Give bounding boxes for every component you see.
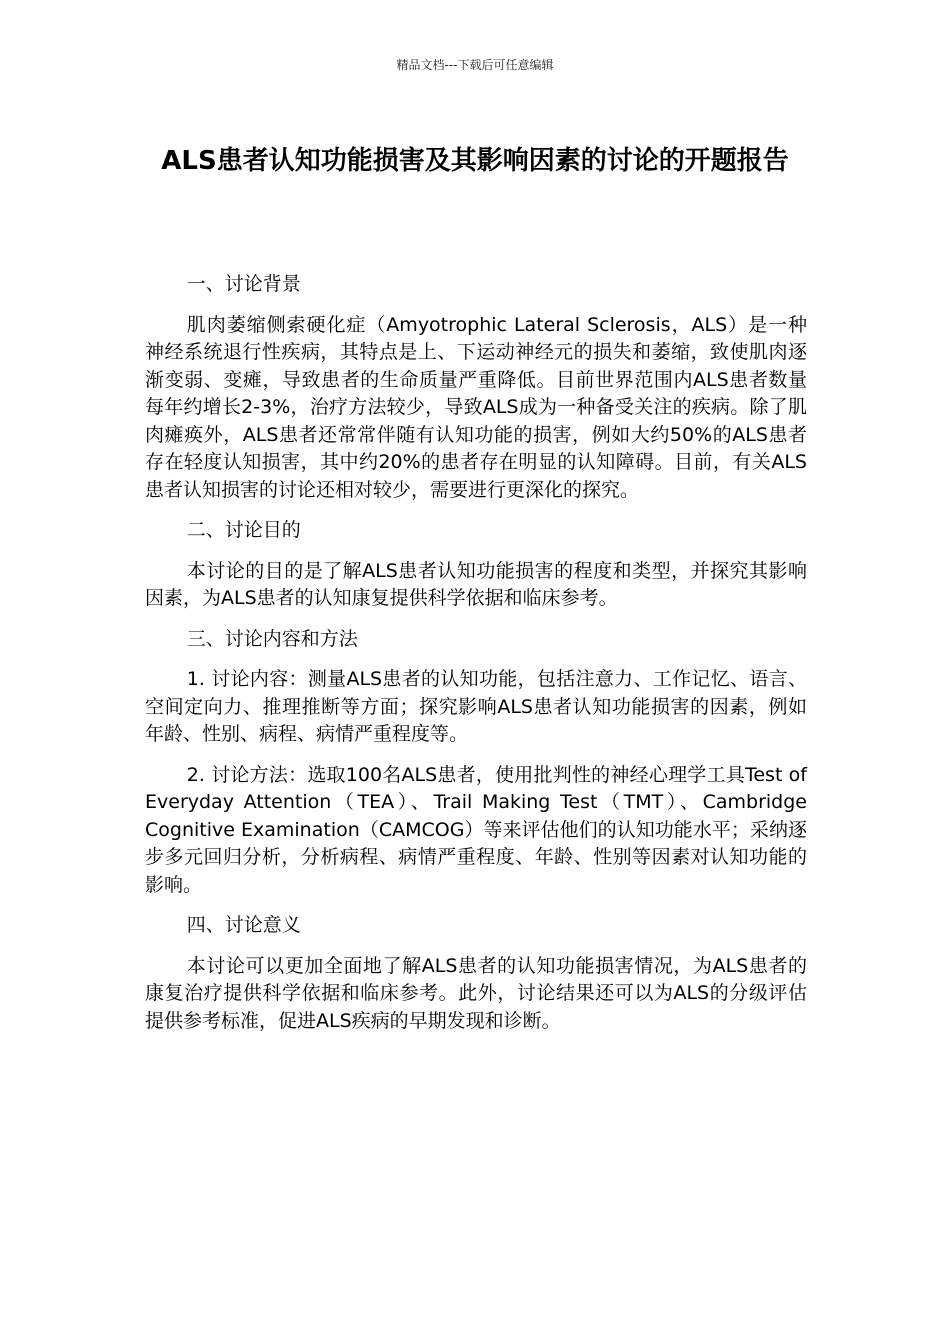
significance-paragraph: 本讨论可以更加全面地了解ALS患者的认知功能损害情况，为ALS患者的康复治疗提供科学依据和临床参考。此外，讨论结果还可以为ALS的分级评估提供参考标准，促进ALS疾病的早期发现和诊断。 [145, 954, 807, 1032]
section-heading-significance: 四、讨论意义 [186, 914, 301, 936]
methods-paragraph: 2. 讨论方法：选取100名ALS患者，使用批判性的神经心理学工具Test of Everyday Attention（TEA）、Trail Making Test（TMT）、Cambridge Cognitive Examination（CAMCOG）等来评估他们的认知功能水平；采纳逐步多元回归分析，分析病程、病情严重程度、年龄、性别等因素对认知功能的影响。 [145, 763, 807, 896]
section-heading-content-methods: 三、讨论内容和方法 [186, 627, 358, 650]
section-heading-background: 一、讨论背景 [186, 273, 301, 295]
purpose-paragraph: 本讨论的目的是了解ALS患者认知功能损害的程度和类型，并探究其影响因素，为ALS患者的认知康复提供科学依据和临床参考。 [145, 559, 807, 609]
document-body [145, 271, 807, 1048]
content-paragraph: 1. 讨论内容：测量ALS患者的认知功能，包括注意力、工作记忆、语言、空间定向力、推理推断等方面；探究影响ALS患者认知功能损害的因素，例如年龄、性别、病程、病情严重程度等。 [145, 668, 807, 745]
document-title: ALS患者认知功能损害及其影响因素的讨论的开题报告 [161, 146, 789, 176]
header-note: 精品文档---下载后可任意编辑 [396, 58, 554, 72]
background-paragraph: 肌肉萎缩侧索硬化症（Amyotrophic Lateral Sclerosis，ALS）是一种神经系统退行性疾病，其特点是上、下运动神经元的损失和萎缩，致使肌肉逐渐变弱、变瘫，导致患者的生命质量严重降低。目前世界范围内ALS患者数量每年约增长2-3%，治疗方法较少，导致ALS成为一种备受关注的疾病。除了肌肉瘫痪外，ALS患者还常常伴随有认知功能的损害，例如大约50%的ALS患者存在轻度认知损害，其中约20%的患者存在明显的认知障碍。目前，有关ALS患者认知损害的讨论还相对较少，需要进行更深化的探究。 [145, 313, 807, 501]
section-heading-purpose: 二、讨论目的 [186, 519, 301, 541]
